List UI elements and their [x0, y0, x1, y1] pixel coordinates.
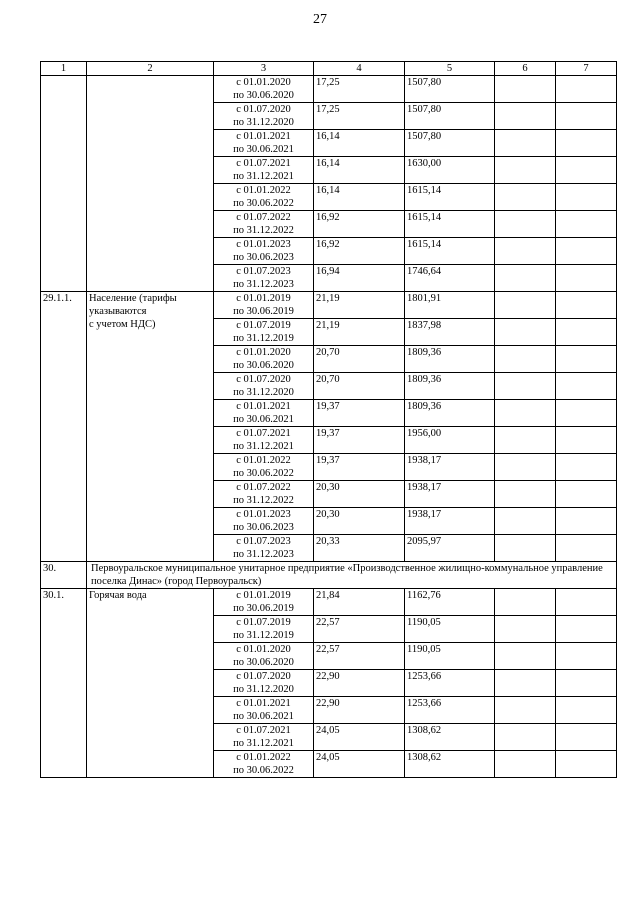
- empty-cell: [495, 535, 556, 562]
- tariff-period: с 01.07.2023 по 31.12.2023: [214, 535, 314, 562]
- heat-energy-component: 1507,80: [405, 103, 495, 130]
- tariff-period: с 01.07.2020 по 31.12.2020: [214, 103, 314, 130]
- tariff-period: с 01.01.2021 по 30.06.2021: [214, 130, 314, 157]
- cold-water-component: 22,57: [314, 643, 405, 670]
- tariff-period: с 01.01.2020 по 30.06.2020: [214, 643, 314, 670]
- heat-energy-component: 1956,00: [405, 427, 495, 454]
- row-number: 30.1.: [41, 589, 87, 778]
- row-number: 29.1.1.: [41, 292, 87, 562]
- empty-cell: [556, 508, 617, 535]
- cold-water-component: 22,90: [314, 670, 405, 697]
- empty-cell: [495, 400, 556, 427]
- heat-energy-component: 1308,62: [405, 751, 495, 778]
- empty-cell: [556, 454, 617, 481]
- empty-cell: [556, 346, 617, 373]
- tariff-period: с 01.07.2020 по 31.12.2020: [214, 670, 314, 697]
- cold-water-component: 20,30: [314, 481, 405, 508]
- heat-energy-component: 1308,62: [405, 724, 495, 751]
- cold-water-component: 16,14: [314, 157, 405, 184]
- empty-cell: [495, 670, 556, 697]
- heat-energy-component: 1938,17: [405, 508, 495, 535]
- empty-cell: [556, 589, 617, 616]
- tariff-period: с 01.07.2019 по 31.12.2019: [214, 319, 314, 346]
- heat-energy-component: 1190,05: [405, 616, 495, 643]
- empty-cell: [556, 724, 617, 751]
- organization-name: Первоуральское муниципальное унитарное предприятие «Производственное жилищно-коммунальное управление поселка Динас» (город Первоуральск): [87, 562, 617, 589]
- empty-cell: [495, 130, 556, 157]
- header-cell: 2: [87, 62, 214, 76]
- tariff-period: с 01.01.2022 по 30.06.2022: [214, 454, 314, 481]
- cold-water-component: 21,84: [314, 589, 405, 616]
- row-number: 30.: [41, 562, 87, 589]
- heat-energy-component: 2095,97: [405, 535, 495, 562]
- empty-cell: [556, 373, 617, 400]
- header-cell: 6: [495, 62, 556, 76]
- section-row: [41, 562, 617, 589]
- empty-cell: [556, 292, 617, 319]
- tariff-period: с 01.01.2019 по 30.06.2019: [214, 589, 314, 616]
- tariff-period: с 01.01.2020 по 30.06.2020: [214, 76, 314, 103]
- heat-energy-component: 1253,66: [405, 670, 495, 697]
- cold-water-component: 19,37: [314, 427, 405, 454]
- header-cell: 4: [314, 62, 405, 76]
- tariff-period: с 01.01.2021 по 30.06.2021: [214, 400, 314, 427]
- tariff-period: с 01.07.2022 по 31.12.2022: [214, 481, 314, 508]
- empty-cell: [556, 238, 617, 265]
- empty-cell: [495, 508, 556, 535]
- cold-water-component: 19,37: [314, 454, 405, 481]
- tariff-period: с 01.01.2021 по 30.06.2021: [214, 697, 314, 724]
- tariff-period: с 01.07.2021 по 31.12.2021: [214, 157, 314, 184]
- empty-cell: [495, 103, 556, 130]
- table-row: [41, 589, 617, 616]
- row-number: [41, 76, 87, 292]
- tariff-period: с 01.01.2020 по 30.06.2020: [214, 346, 314, 373]
- heat-energy-component: 1938,17: [405, 481, 495, 508]
- empty-cell: [495, 157, 556, 184]
- empty-cell: [556, 184, 617, 211]
- empty-cell: [495, 238, 556, 265]
- cold-water-component: 16,14: [314, 184, 405, 211]
- empty-cell: [556, 76, 617, 103]
- heat-energy-component: 1162,76: [405, 589, 495, 616]
- empty-cell: [556, 319, 617, 346]
- header-cell: 7: [556, 62, 617, 76]
- empty-cell: [556, 643, 617, 670]
- cold-water-component: 17,25: [314, 76, 405, 103]
- cold-water-component: 16,92: [314, 211, 405, 238]
- empty-cell: [495, 265, 556, 292]
- empty-cell: [556, 130, 617, 157]
- heat-energy-component: 1507,80: [405, 130, 495, 157]
- cold-water-component: 24,05: [314, 751, 405, 778]
- heat-energy-component: 1615,14: [405, 211, 495, 238]
- empty-cell: [556, 616, 617, 643]
- cold-water-component: 22,90: [314, 697, 405, 724]
- heat-energy-component: 1615,14: [405, 184, 495, 211]
- heat-energy-component: 1809,36: [405, 400, 495, 427]
- tariff-period: с 01.07.2022 по 31.12.2022: [214, 211, 314, 238]
- empty-cell: [556, 400, 617, 427]
- cold-water-component: 16,14: [314, 130, 405, 157]
- heat-energy-component: 1746,64: [405, 265, 495, 292]
- tariff-period: с 01.01.2022 по 30.06.2022: [214, 751, 314, 778]
- cold-water-component: 16,92: [314, 238, 405, 265]
- empty-cell: [556, 427, 617, 454]
- heat-energy-component: 1190,05: [405, 643, 495, 670]
- empty-cell: [495, 724, 556, 751]
- heat-energy-component: 1837,98: [405, 319, 495, 346]
- tariff-period: с 01.07.2023 по 31.12.2023: [214, 265, 314, 292]
- empty-cell: [495, 616, 556, 643]
- cold-water-component: 20,70: [314, 346, 405, 373]
- consumer-group: Горячая вода: [87, 589, 214, 778]
- page-number: 27: [313, 12, 327, 27]
- heat-energy-component: 1809,36: [405, 346, 495, 373]
- empty-cell: [556, 157, 617, 184]
- heat-energy-component: 1801,91: [405, 292, 495, 319]
- cold-water-component: 19,37: [314, 400, 405, 427]
- tariff-period: с 01.07.2020 по 31.12.2020: [214, 373, 314, 400]
- tariff-table: [40, 61, 617, 778]
- empty-cell: [495, 751, 556, 778]
- cold-water-component: 21,19: [314, 319, 405, 346]
- empty-cell: [495, 211, 556, 238]
- empty-cell: [495, 346, 556, 373]
- tariff-period: с 01.01.2023 по 30.06.2023: [214, 238, 314, 265]
- cold-water-component: 20,33: [314, 535, 405, 562]
- empty-cell: [495, 643, 556, 670]
- tariff-period: с 01.01.2019 по 30.06.2019: [214, 292, 314, 319]
- empty-cell: [495, 292, 556, 319]
- empty-cell: [495, 589, 556, 616]
- header-cell: 3: [214, 62, 314, 76]
- cold-water-component: 24,05: [314, 724, 405, 751]
- header-cell: 5: [405, 62, 495, 76]
- cold-water-component: 20,30: [314, 508, 405, 535]
- consumer-group: Население (тарифы указываются с учетом НДС): [87, 292, 214, 562]
- heat-energy-component: 1253,66: [405, 697, 495, 724]
- empty-cell: [495, 454, 556, 481]
- empty-cell: [556, 265, 617, 292]
- consumer-group: [87, 76, 214, 292]
- empty-cell: [495, 481, 556, 508]
- cold-water-component: 17,25: [314, 103, 405, 130]
- tariff-period: с 01.01.2023 по 30.06.2023: [214, 508, 314, 535]
- empty-cell: [556, 670, 617, 697]
- header-cell: 1: [41, 62, 87, 76]
- empty-cell: [495, 427, 556, 454]
- tariff-period: с 01.01.2022 по 30.06.2022: [214, 184, 314, 211]
- empty-cell: [556, 697, 617, 724]
- cold-water-component: 22,57: [314, 616, 405, 643]
- empty-cell: [495, 373, 556, 400]
- empty-cell: [556, 103, 617, 130]
- table-row: [41, 76, 617, 103]
- empty-cell: [556, 751, 617, 778]
- cold-water-component: 20,70: [314, 373, 405, 400]
- empty-cell: [495, 697, 556, 724]
- tariff-period: с 01.07.2021 по 31.12.2021: [214, 427, 314, 454]
- empty-cell: [556, 211, 617, 238]
- heat-energy-component: 1938,17: [405, 454, 495, 481]
- cold-water-component: 21,19: [314, 292, 405, 319]
- empty-cell: [495, 184, 556, 211]
- empty-cell: [556, 535, 617, 562]
- tariff-period: с 01.07.2019 по 31.12.2019: [214, 616, 314, 643]
- heat-energy-component: 1809,36: [405, 373, 495, 400]
- empty-cell: [556, 481, 617, 508]
- header-row: [41, 62, 617, 76]
- table-row: [41, 292, 617, 319]
- tariff-period: с 01.07.2021 по 31.12.2021: [214, 724, 314, 751]
- empty-cell: [495, 76, 556, 103]
- heat-energy-component: 1507,80: [405, 76, 495, 103]
- heat-energy-component: 1630,00: [405, 157, 495, 184]
- heat-energy-component: 1615,14: [405, 238, 495, 265]
- cold-water-component: 16,94: [314, 265, 405, 292]
- empty-cell: [495, 319, 556, 346]
